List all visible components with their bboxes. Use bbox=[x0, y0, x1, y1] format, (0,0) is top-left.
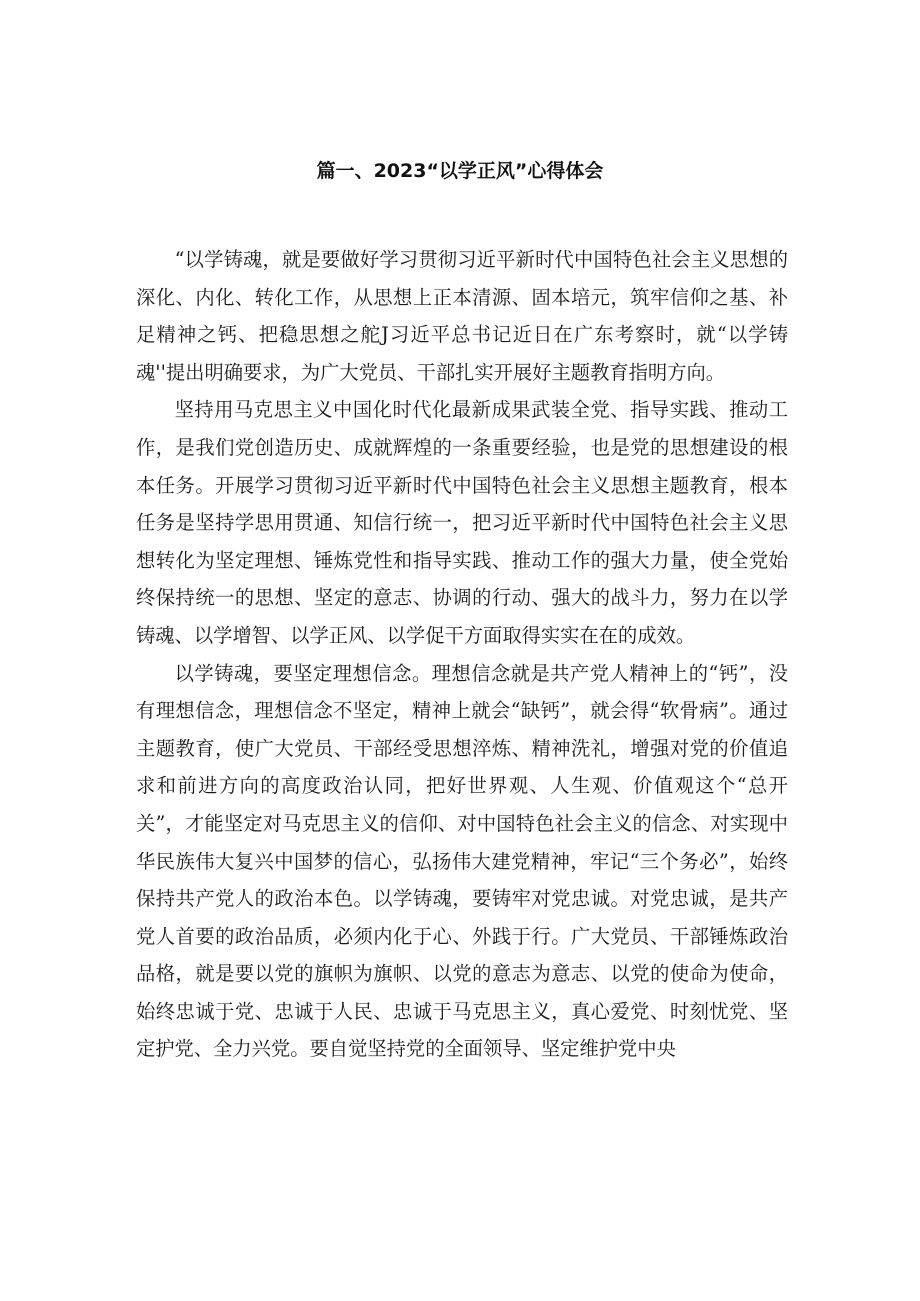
paragraph-1: “以学铸魂，就是要做好学习贯彻习近平新时代中国特色社会主义思想的深化、内化、转化工作，从思想上正本清源、固本培元，筑牢信仰之基、补足精神之钙、把稳思想之舵J习近平总书记近日在广东考察时，就“以学铸魂''提出明确要求，为广大党员、干部扎实开展好主题教育指明方向。 bbox=[136, 248, 788, 384]
document-body bbox=[136, 241, 788, 1068]
document-title: 篇一、2023“以学正风”心得体会 bbox=[316, 160, 604, 182]
paragraph-3: 以学铸魂，要坚定理想信念。理想信念就是共产党人精神上的“钙”，没有理想信念，理想信念不坚定，精神上就会“缺钙”，就会得“软骨病”。通过主题教育，使广大党员、干部经受思想淬炼、精神洗礼，增强对党的价值追求和前进方向的高度政治认同，把好世界观、人生观、价值观这个“总开关”，才能坚定对马克思主义的信仰、对中国特色社会主义的信念、对实现中华民族伟大复兴中国梦的信心，弘扬伟大建党精神，牢记“三个务必”，始终保持共产党人的政治本色。以学铸魂，要铸牢对党忠诚。对党忠诚，是共产党人首要的政治品质，必须内化于心、外践于行。广大党员、干部锤炼政治品格，就是要以党的旗帜为旗帜、以党的意志为意志、以党的使命为使命，始终忠诚于党、忠诚于人民、忠诚于马克思主义，真心爱党、时刻忧党、坚定护党、全力兴党。要自觉坚持党的全面领导、坚定维护党中央 bbox=[136, 661, 788, 1061]
paragraph-2: 坚持用马克思主义中国化时代化最新成果武装全党、指导实践、推动工作，是我们党创造历史、成就辉煌的一条重要经验，也是党的思想建设的根本任务。开展学习贯彻习近平新时代中国特色社会主义思想主题教育，根本任务是坚持学思用贯通、知信行统一，把习近平新时代中国特色社会主义思想转化为坚定理想、锤炼党性和指导实践、推动工作的强大力量，使全党始终保持统一的思想、坚定的意志、协调的行动、强大的战斗力，努力在以学铸魂、以学增智、以学正风、以学促干方面取得实实在在的成效。 bbox=[136, 398, 788, 647]
